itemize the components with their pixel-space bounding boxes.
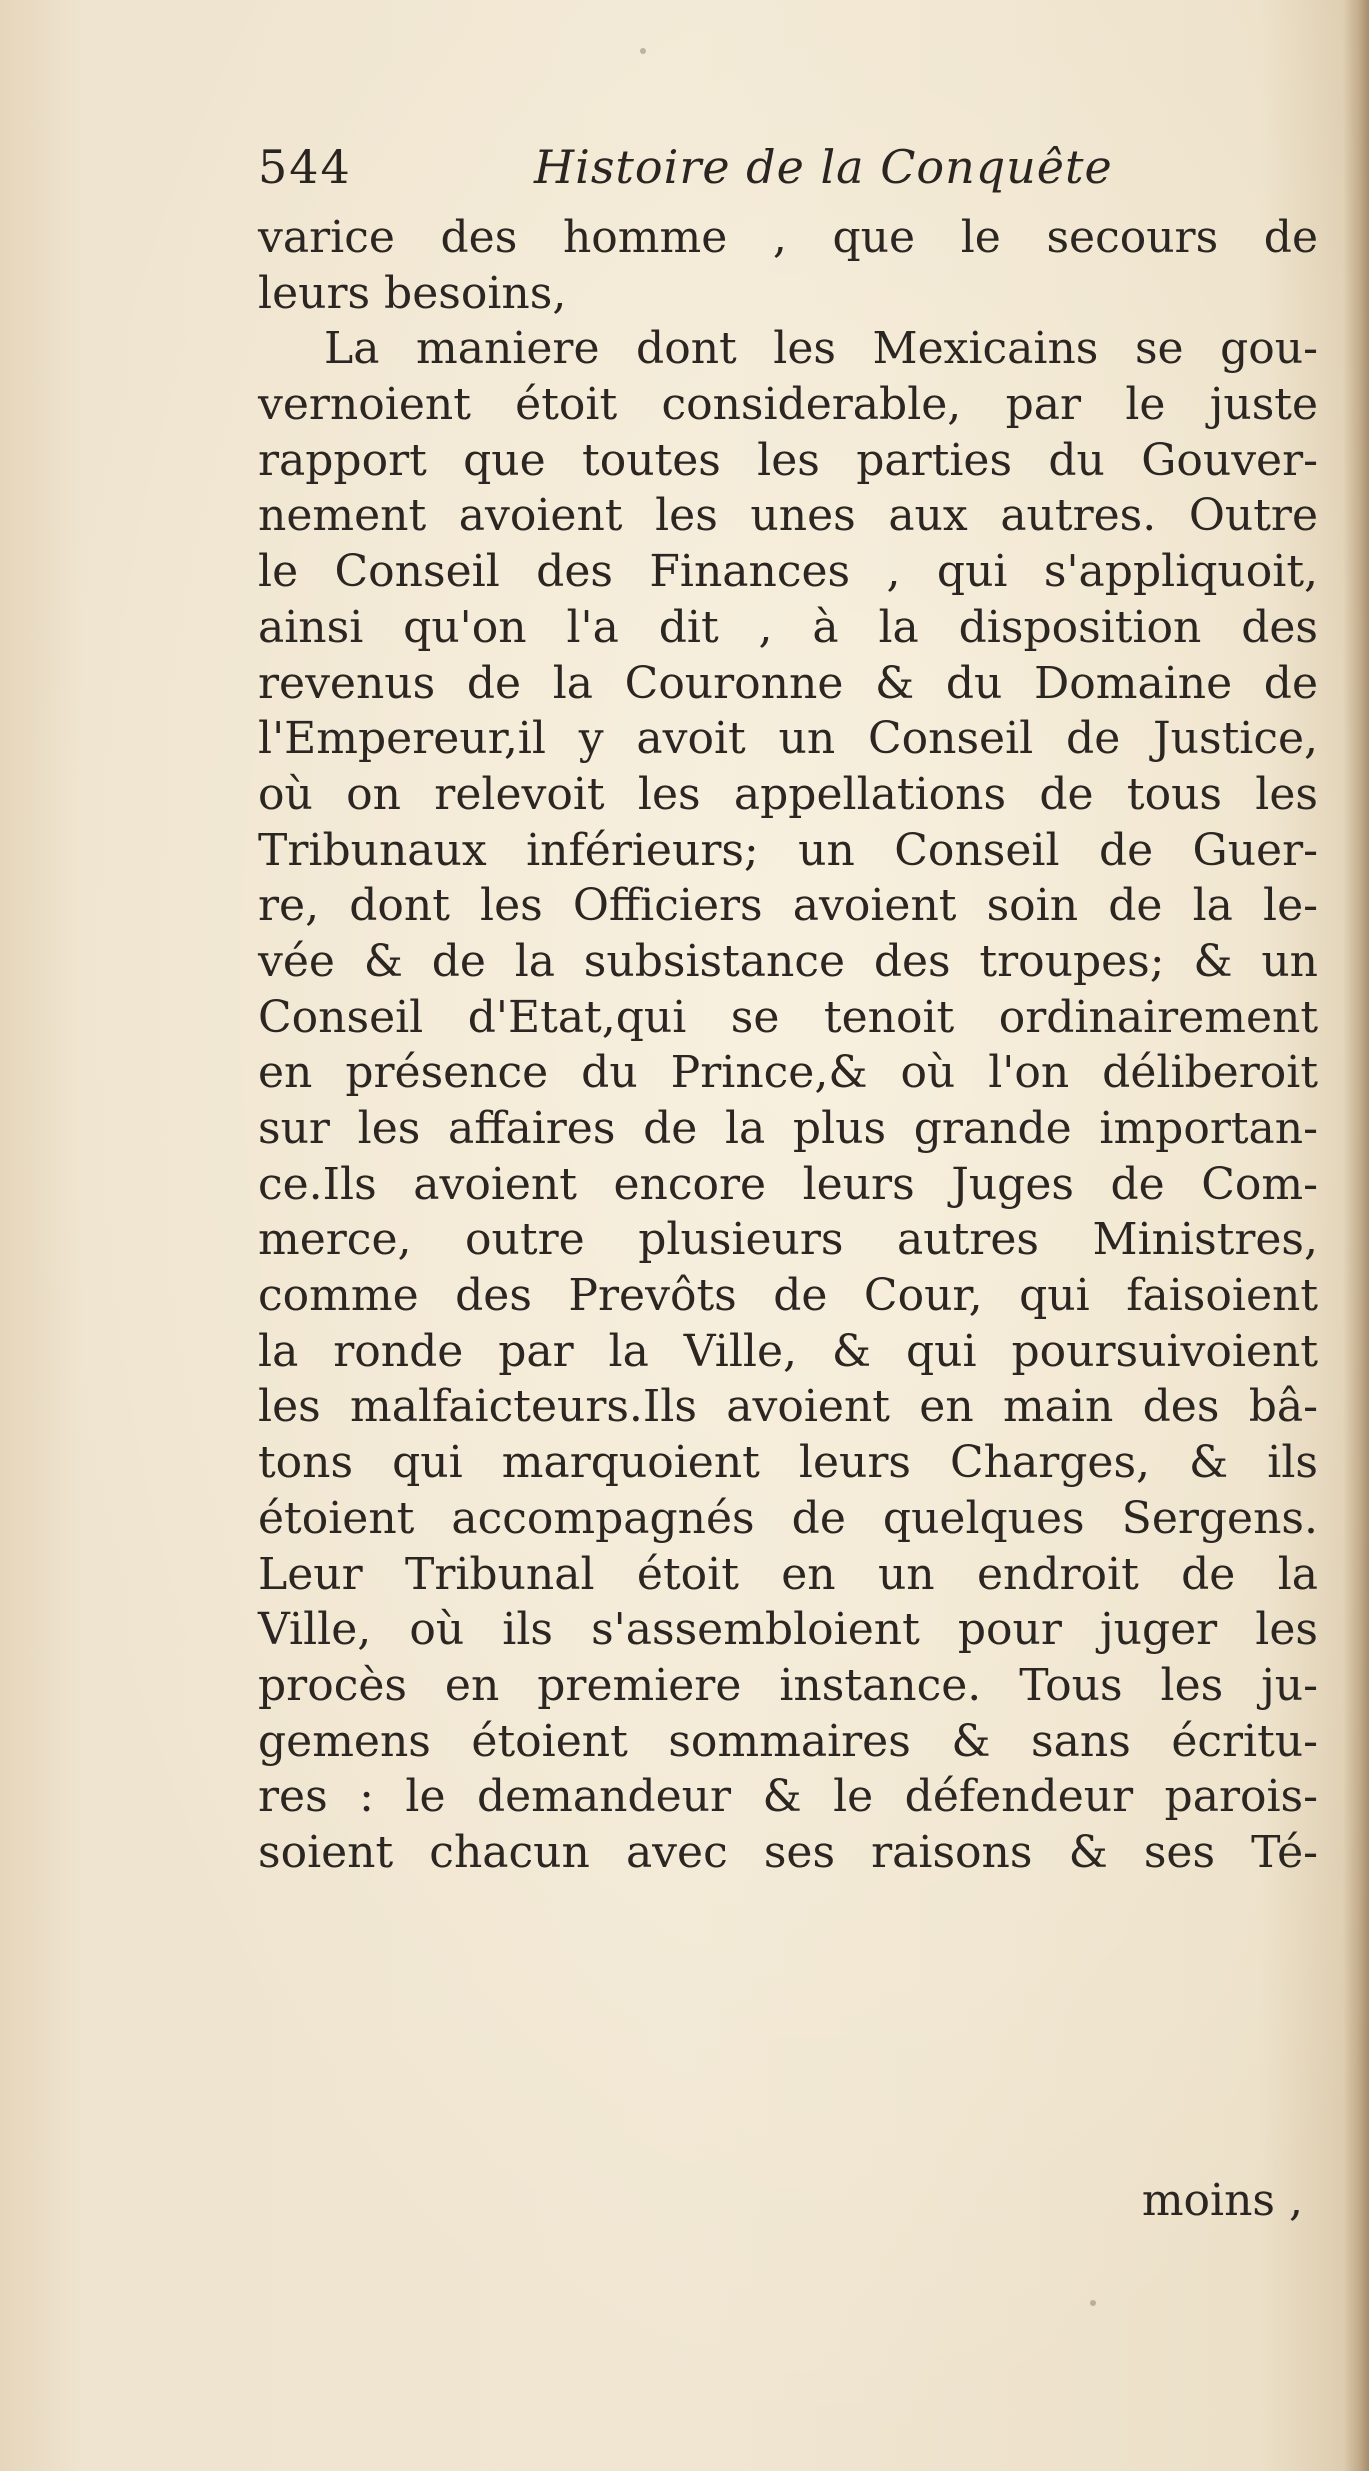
text-line: procès en premiere instance. Tous les ju- (258, 1659, 1318, 1711)
page-gutter-shadow (1343, 0, 1369, 2471)
text-line: ainsi qu'on l'a dit , à la disposition des (258, 601, 1318, 653)
text-line: rapport que toutes les parties du Gouver- (258, 434, 1318, 486)
paper-speck (1090, 2300, 1096, 2306)
text-line: comme des Prevôts de Cour, qui faisoient (258, 1270, 1318, 1322)
paper-speck (640, 48, 646, 54)
text-line: soient chacun avec ses raisons & ses Té- (258, 1826, 1318, 1878)
text-line: La maniere dont les Mexicains se gou- (324, 323, 1318, 375)
text-line: ce.Ils avoient encore leurs Juges de Com- (258, 1158, 1318, 1210)
text-line: leurs besoins, (258, 267, 567, 319)
text-line: re, dont les Officiers avoient soin de la le- (258, 880, 1318, 932)
body-text (258, 210, 1318, 1881)
page-header (258, 140, 1158, 210)
text-line: la ronde par la Ville, & qui poursuivoient (258, 1325, 1318, 1377)
text-line: vée & de la subsistance des troupes; & un (258, 935, 1318, 987)
text-line: gemens étoient sommaires & sans écritu- (258, 1715, 1318, 1767)
page-number: 544 (258, 140, 352, 194)
text-line: le Conseil des Finances , qui s'appliquoit, (258, 546, 1318, 598)
text-line: sur les affaires de la plus grande importan- (258, 1103, 1318, 1154)
text-line: varice des homme , que le secours de (258, 212, 1318, 263)
text-line: Tribunaux inférieurs; un Conseil de Guer- (258, 824, 1318, 876)
text-line: tons qui marquoient leurs Charges, & ils (258, 1437, 1318, 1489)
text-line: nement avoient les unes aux autres. Outre (258, 490, 1318, 542)
text-line: revenus de la Couronne & du Domaine de (258, 657, 1318, 709)
text-line: vernoient étoit considerable, par le juste (258, 379, 1318, 431)
catchword: moins , (1141, 2175, 1303, 2226)
running-head: Histoire de la Conquête (534, 140, 1113, 194)
text-line: Leur Tribunal étoit en un endroit de la (258, 1548, 1318, 1600)
text-line: en présence du Prince,& où l'on déliberoit (258, 1047, 1318, 1099)
text-line: où on relevoit les appellations de tous les (258, 768, 1318, 820)
text-line: étoient accompagnés de quelques Sergens. (258, 1492, 1318, 1544)
text-line: merce, outre plusieurs autres Ministres, (258, 1214, 1318, 1266)
text-line: Ville, où ils s'assembloient pour juger les (258, 1604, 1318, 1656)
text-line: Conseil d'Etat,qui se tenoit ordinairement (258, 991, 1318, 1043)
text-line: l'Empereur,il y avoit un Conseil de Justice, (258, 713, 1318, 765)
text-line: res : le demandeur & le défendeur parois- (258, 1771, 1318, 1823)
text-line: les malfaicteurs.Ils avoient en main des bâ- (258, 1381, 1318, 1433)
